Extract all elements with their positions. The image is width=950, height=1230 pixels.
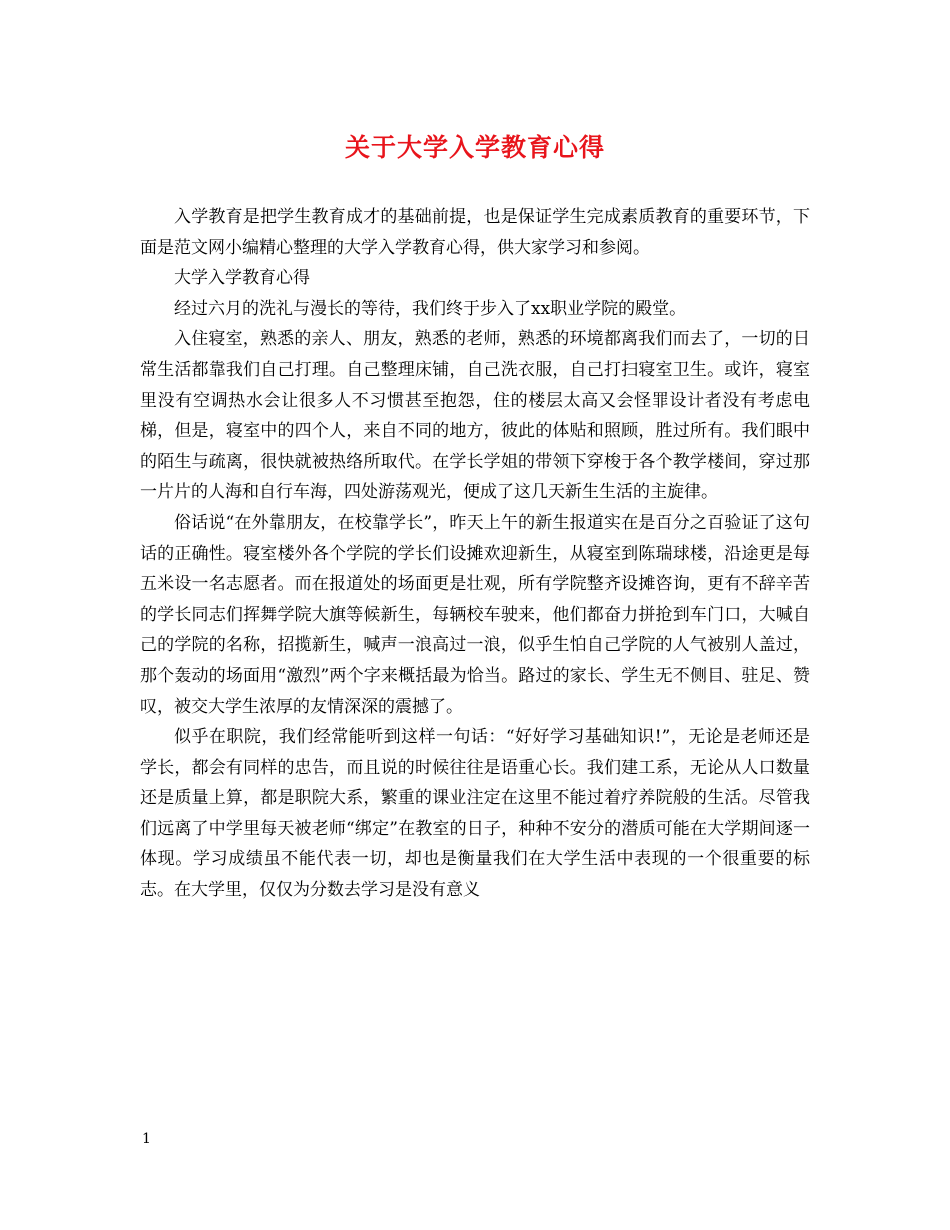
document-title: 关于大学入学教育心得 [344, 133, 605, 162]
page-number: 1 [142, 1131, 151, 1147]
paragraph-dormitory: 入住寝室，熟悉的亲人、朋友，熟悉的老师，熟悉的环境都离我们而去了，一切的日常生活都靠我们自己打理。自己整理床铺，自己洗衣服，自己打扫寝室卫生。或许，寝室里没有空调热水会让很多人不习惯甚至抱怨，住的楼层太高又会怪罪设计者没有考虑电梯，但是，寝室中的四个人，来自不同的地方，彼此的体贴和照顾，胜过所有。我们眼中的陌生与疏离，很快就被热络所取代。在学长学姐的带领下穿梭于各个教学楼间，穿过那一片片的人海和自行车海，四处游荡观光，便成了这几天新生生活的主旋律。 [140, 329, 810, 503]
paragraph-arrival: 经过六月的洗礼与漫长的等待，我们终于步入了xx职业学院的殿堂。 [174, 298, 687, 319]
paragraph-subtitle: 大学入学教育心得 [174, 268, 310, 289]
paragraph-intro: 入学教育是把学生教育成才的基础前提，也是保证学生完成素质教育的重要环节，下面是范文网小编精心整理的大学入学教育心得，供大家学习和参阅。 [140, 207, 810, 258]
paragraph-registration: 俗话说“在外靠朋友，在校靠学长”，昨天上午的新生报道实在是百分之百验证了这句话的正确性。寝室楼外各个学院的学长们设摊欢迎新生，从寝室到陈瑞球楼，沿途更是每五米设一名志愿者。而在报道处的场面更是壮观，所有学院整齐设摊咨询，更有不辞辛苦的学长同志们挥舞学院大旗等候新生，每辆校车驶来，他们都奋力拼抢到车门口，大喊自己的学院的名称，招揽新生，喊声一浪高过一浪，似乎生怕自己学院的人气被别人盖过，那个轰动的场面用“激烈”两个字来概括最为恰当。路过的家长、学生无不侧目、驻足、赞叹，被交大学生浓厚的友情深深的震撼了。 [140, 512, 810, 717]
document-body [140, 202, 810, 906]
paragraph-study: 似乎在职院，我们经常能听到这样一句话：“好好学习基础知识!”，无论是老师还是学长，都会有同样的忠告，而且说的时候往往是语重心长。我们建工系，无论从人口数量还是质量上算，都是职院大系，繁重的课业注定在这里不能过着疗养院般的生活。尽管我们远离了中学里每天被老师“绑定”在教室的日子，种种不安分的潜质可能在大学期间逐一体现。学习成绩虽不能代表一切，却也是衡量我们在大学生活中表现的一个很重要的标志。在大学里，仅仅为分数去学习是没有意义 [140, 727, 810, 901]
